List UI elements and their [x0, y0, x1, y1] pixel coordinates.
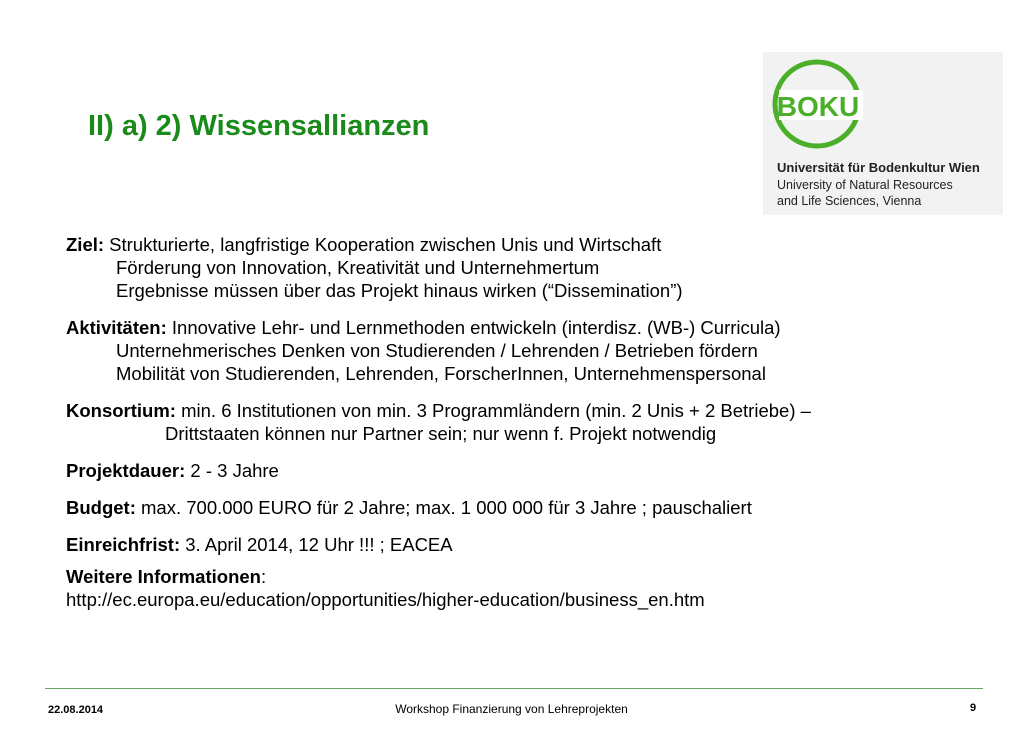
svg-text:BOKU: BOKU — [776, 91, 860, 122]
aktivitaeten-section — [66, 316, 996, 385]
einreichfrist-label: Einreichfrist: — [66, 534, 181, 555]
weitere-section — [66, 565, 996, 611]
aktivitaeten-label: Aktivitäten: — [66, 317, 167, 338]
aktivitaeten-line-2: Unternehmerisches Denken von Studierenden / Lehrenden / Betrieben fördern — [116, 340, 758, 361]
ziel-line-1: Strukturierte, langfristige Kooperation zwischen Unis und Wirtschaft — [109, 234, 662, 255]
footer-date: 22.08.2014 — [48, 704, 104, 716]
ziel-label: Ziel: — [66, 234, 105, 255]
projektdauer-label: Projektdauer: — [66, 460, 186, 481]
konsortium-line-1: min. 6 Institutionen von min. 3 Programmländern (min. 2 Unis + 2 Betriebe) – — [181, 400, 811, 421]
projektdauer-text: 2 - 3 Jahre — [190, 460, 279, 481]
footer-divider — [45, 688, 983, 689]
konsortium-line-2: Drittstaaten können nur Partner sein; nur wenn f. Projekt notwendig — [165, 423, 717, 444]
logo-line-3: and Life Sciences, Vienna — [777, 194, 922, 208]
ziel-section — [66, 233, 996, 302]
aktivitaeten-line-1: Innovative Lehr- und Lernmethoden entwickeln (interdisz. (WB-) Curricula) — [171, 317, 781, 338]
page-number: 9 — [970, 702, 977, 714]
budget-label: Budget: — [66, 497, 136, 518]
konsortium-label: Konsortium: — [66, 400, 176, 421]
einreichfrist-section — [66, 533, 996, 556]
slide-title: II) a) 2) Wissensallianzen — [88, 110, 430, 142]
info-url-link[interactable]: http://ec.europa.eu/education/opportunities/higher-education/business_en.htm — [66, 589, 705, 610]
aktivitaeten-line-3: Mobilität von Studierenden, Lehrenden, ForscherInnen, Unternehmenspersonal — [116, 363, 766, 384]
slide-content — [66, 233, 996, 611]
budget-text: max. 700.000 EURO für 2 Jahre; max. 1 000 000 für 3 Jahre ; pauschaliert — [141, 497, 752, 518]
logo-line-2: University of Natural Resources — [777, 178, 953, 192]
ziel-line-3: Ergebnisse müssen über das Projekt hinaus wirken (“Dissemination”) — [116, 280, 683, 301]
boku-logo — [763, 52, 1003, 215]
konsortium-section — [66, 399, 996, 445]
weitere-colon: : — [260, 566, 267, 587]
ziel-line-2: Förderung von Innovation, Kreativität und Unternehmertum — [116, 257, 600, 278]
weitere-label: Weitere Informationen — [66, 566, 261, 587]
boku-emblem-icon — [771, 58, 867, 154]
budget-section — [66, 496, 996, 519]
projektdauer-section — [66, 459, 996, 482]
logo-line-1: Universität für Bodenkultur Wien — [777, 160, 980, 175]
footer-title: Workshop Finanzierung von Lehreprojekten — [395, 702, 628, 716]
einreichfrist-text: 3. April 2014, 12 Uhr !!! ; EACEA — [185, 534, 453, 555]
